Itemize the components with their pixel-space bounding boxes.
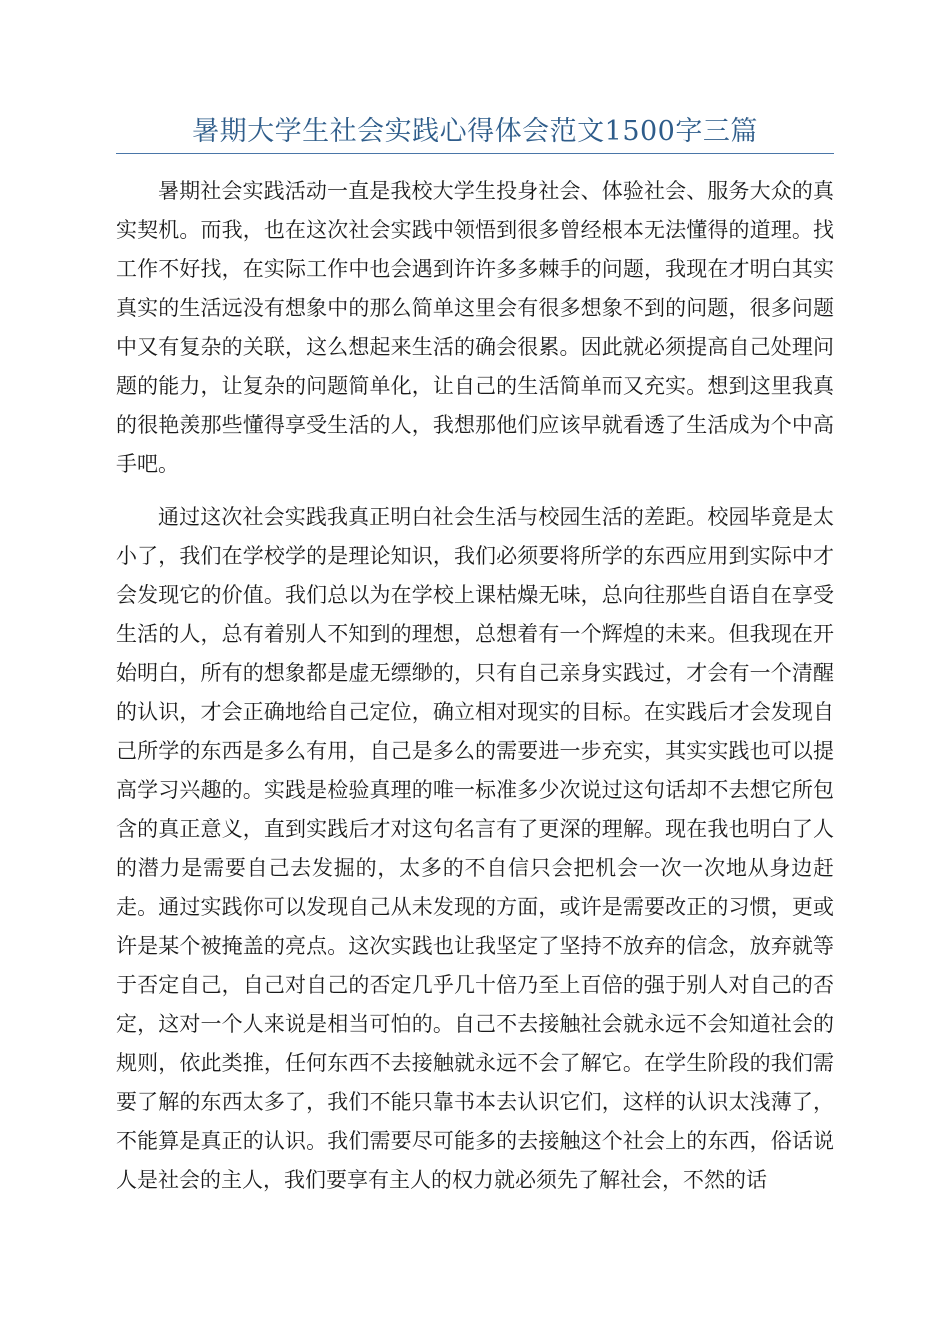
paragraph-1: 暑期社会实践活动一直是我校大学生投身社会、体验社会、服务大众的真实契机。而我，也在这次社会实践中领悟到很多曾经根本无法懂得的道理。找工作不好找，在实际工作中也会遇到许许多多棘手的问题，我现在才明白其实真实的生活远没有想象中的那么简单这里会有很多想象不到的问题，很多问题中又有复杂的关联，这么想起来生活的确会很累。因此就必须提高自己处理问题的能力，让复杂的问题简单化，让自己的生活简单而又充实。想到这里我真的很艳羡那些懂得享受生活的人，我想那他们应该早就看透了生活成为个中高手吧。: [116, 179, 834, 476]
document-title: 暑期大学生社会实践心得体会范文1500字三篇: [192, 116, 758, 147]
title-underline: [116, 153, 834, 154]
paragraph-2: 通过这次社会实践我真正明白社会生活与校园生活的差距。校园毕竟是太小了，我们在学校学的是理论知识，我们必须要将所学的东西应用到实际中才会发现它的价值。我们总以为在学校上课枯燥无味，总向往那些自语自在享受生活的人，总有着别人不知到的理想，总想着有一个辉煌的未来。但我现在开始明白，所有的想象都是虚无缥缈的，只有自己亲身实践过，才会有一个清醒的认识，才会正确地给自己定位，确立相对现实的目标。在实践后才会发现自己所学的东西是多么有用，自己是多么的需要进一步充实，其实实践也可以提高学习兴趣的。实践是检验真理的唯一标准多少次说过这句话却不去想它所包含的真正意义，直到实践后才对这句名言有了更深的理解。现在我也明白了人的潜力是需要自己去发掘的，太多的不自信只会把机会一次一次地从身边赶走。通过实践你可以发现自己从未发现的方面，或许是需要改正的习惯，更或许是某个被掩盖的亮点。这次实践也让我坚定了坚持不放弃的信念，放弃就等于否定自己，自己对自己的否定几乎几十倍乃至上百倍的强于别人对自己的否定，这对一个人来说是相当可怕的。自己不去接触社会就永远不会知道社会的规则，依此类推，任何东西不去接触就永远不会了解它。在学生阶段的我们需要了解的东西太多了，我们不能只靠书本去认识它们，这样的认识太浅薄了，不能算是真正的认识。我们需要尽可能多的去接触这个社会上的东西，俗话说人是社会的主人，我们要享有主人的权力就必须先了解社会，不然的话: [116, 505, 834, 1192]
